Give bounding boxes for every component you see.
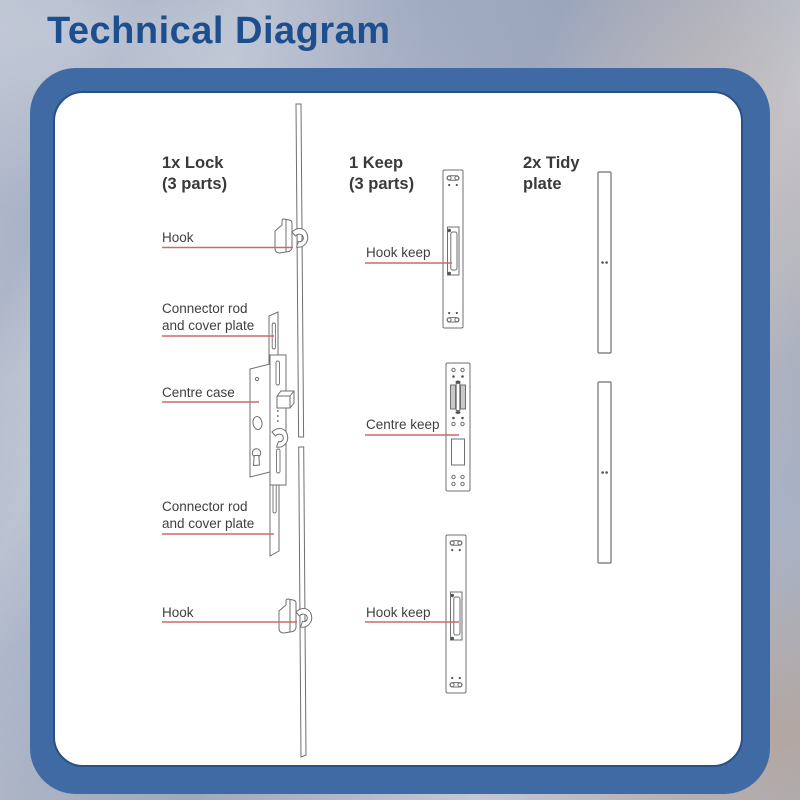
centre-keep-drawing (446, 363, 470, 491)
page-title: Technical Diagram (47, 10, 391, 52)
label-hook-top: Hook (162, 230, 194, 245)
lock-heading-line1: 1x Lock (162, 154, 224, 172)
label-hook-bottom: Hook (162, 605, 194, 620)
diagram-frame (30, 68, 770, 794)
label-hook-keep-bottom: Hook keep (366, 605, 431, 620)
label-connector-bottom (162, 498, 254, 532)
label-hook-keep-top: Hook keep (366, 245, 431, 260)
tidy-plate-bottom-drawing (598, 382, 611, 563)
keep-column-heading (349, 153, 414, 195)
tidy-heading-line1: 2x Tidy (523, 154, 580, 172)
tidy-plate-top-drawing (598, 172, 611, 353)
tidy-heading-line2: plate (523, 175, 562, 193)
hook-keep-top-drawing (443, 170, 463, 328)
keep-heading-line2: (3 parts) (349, 175, 415, 193)
tidy-column-heading (523, 153, 580, 195)
hook-bottom-drawing (279, 599, 312, 633)
label-connector-top-line2: and cover plate (162, 318, 255, 333)
label-centre-keep: Centre keep (366, 417, 440, 432)
label-centre-case: Centre case (162, 385, 235, 400)
centre-case-drawing (250, 355, 294, 485)
label-connector-top-line1: Connector rod (162, 301, 248, 316)
label-connector-top (162, 300, 254, 334)
lock-strip-drawing (296, 104, 306, 757)
diagram-panel (53, 91, 743, 767)
hook-keep-bottom-drawing (446, 535, 466, 693)
label-connector-bottom-line2: and cover plate (162, 516, 255, 531)
lock-column-heading (162, 153, 227, 195)
keep-heading-line1: 1 Keep (349, 154, 404, 172)
lock-heading-line2: (3 parts) (162, 175, 228, 193)
label-connector-bottom-line1: Connector rod (162, 499, 248, 514)
